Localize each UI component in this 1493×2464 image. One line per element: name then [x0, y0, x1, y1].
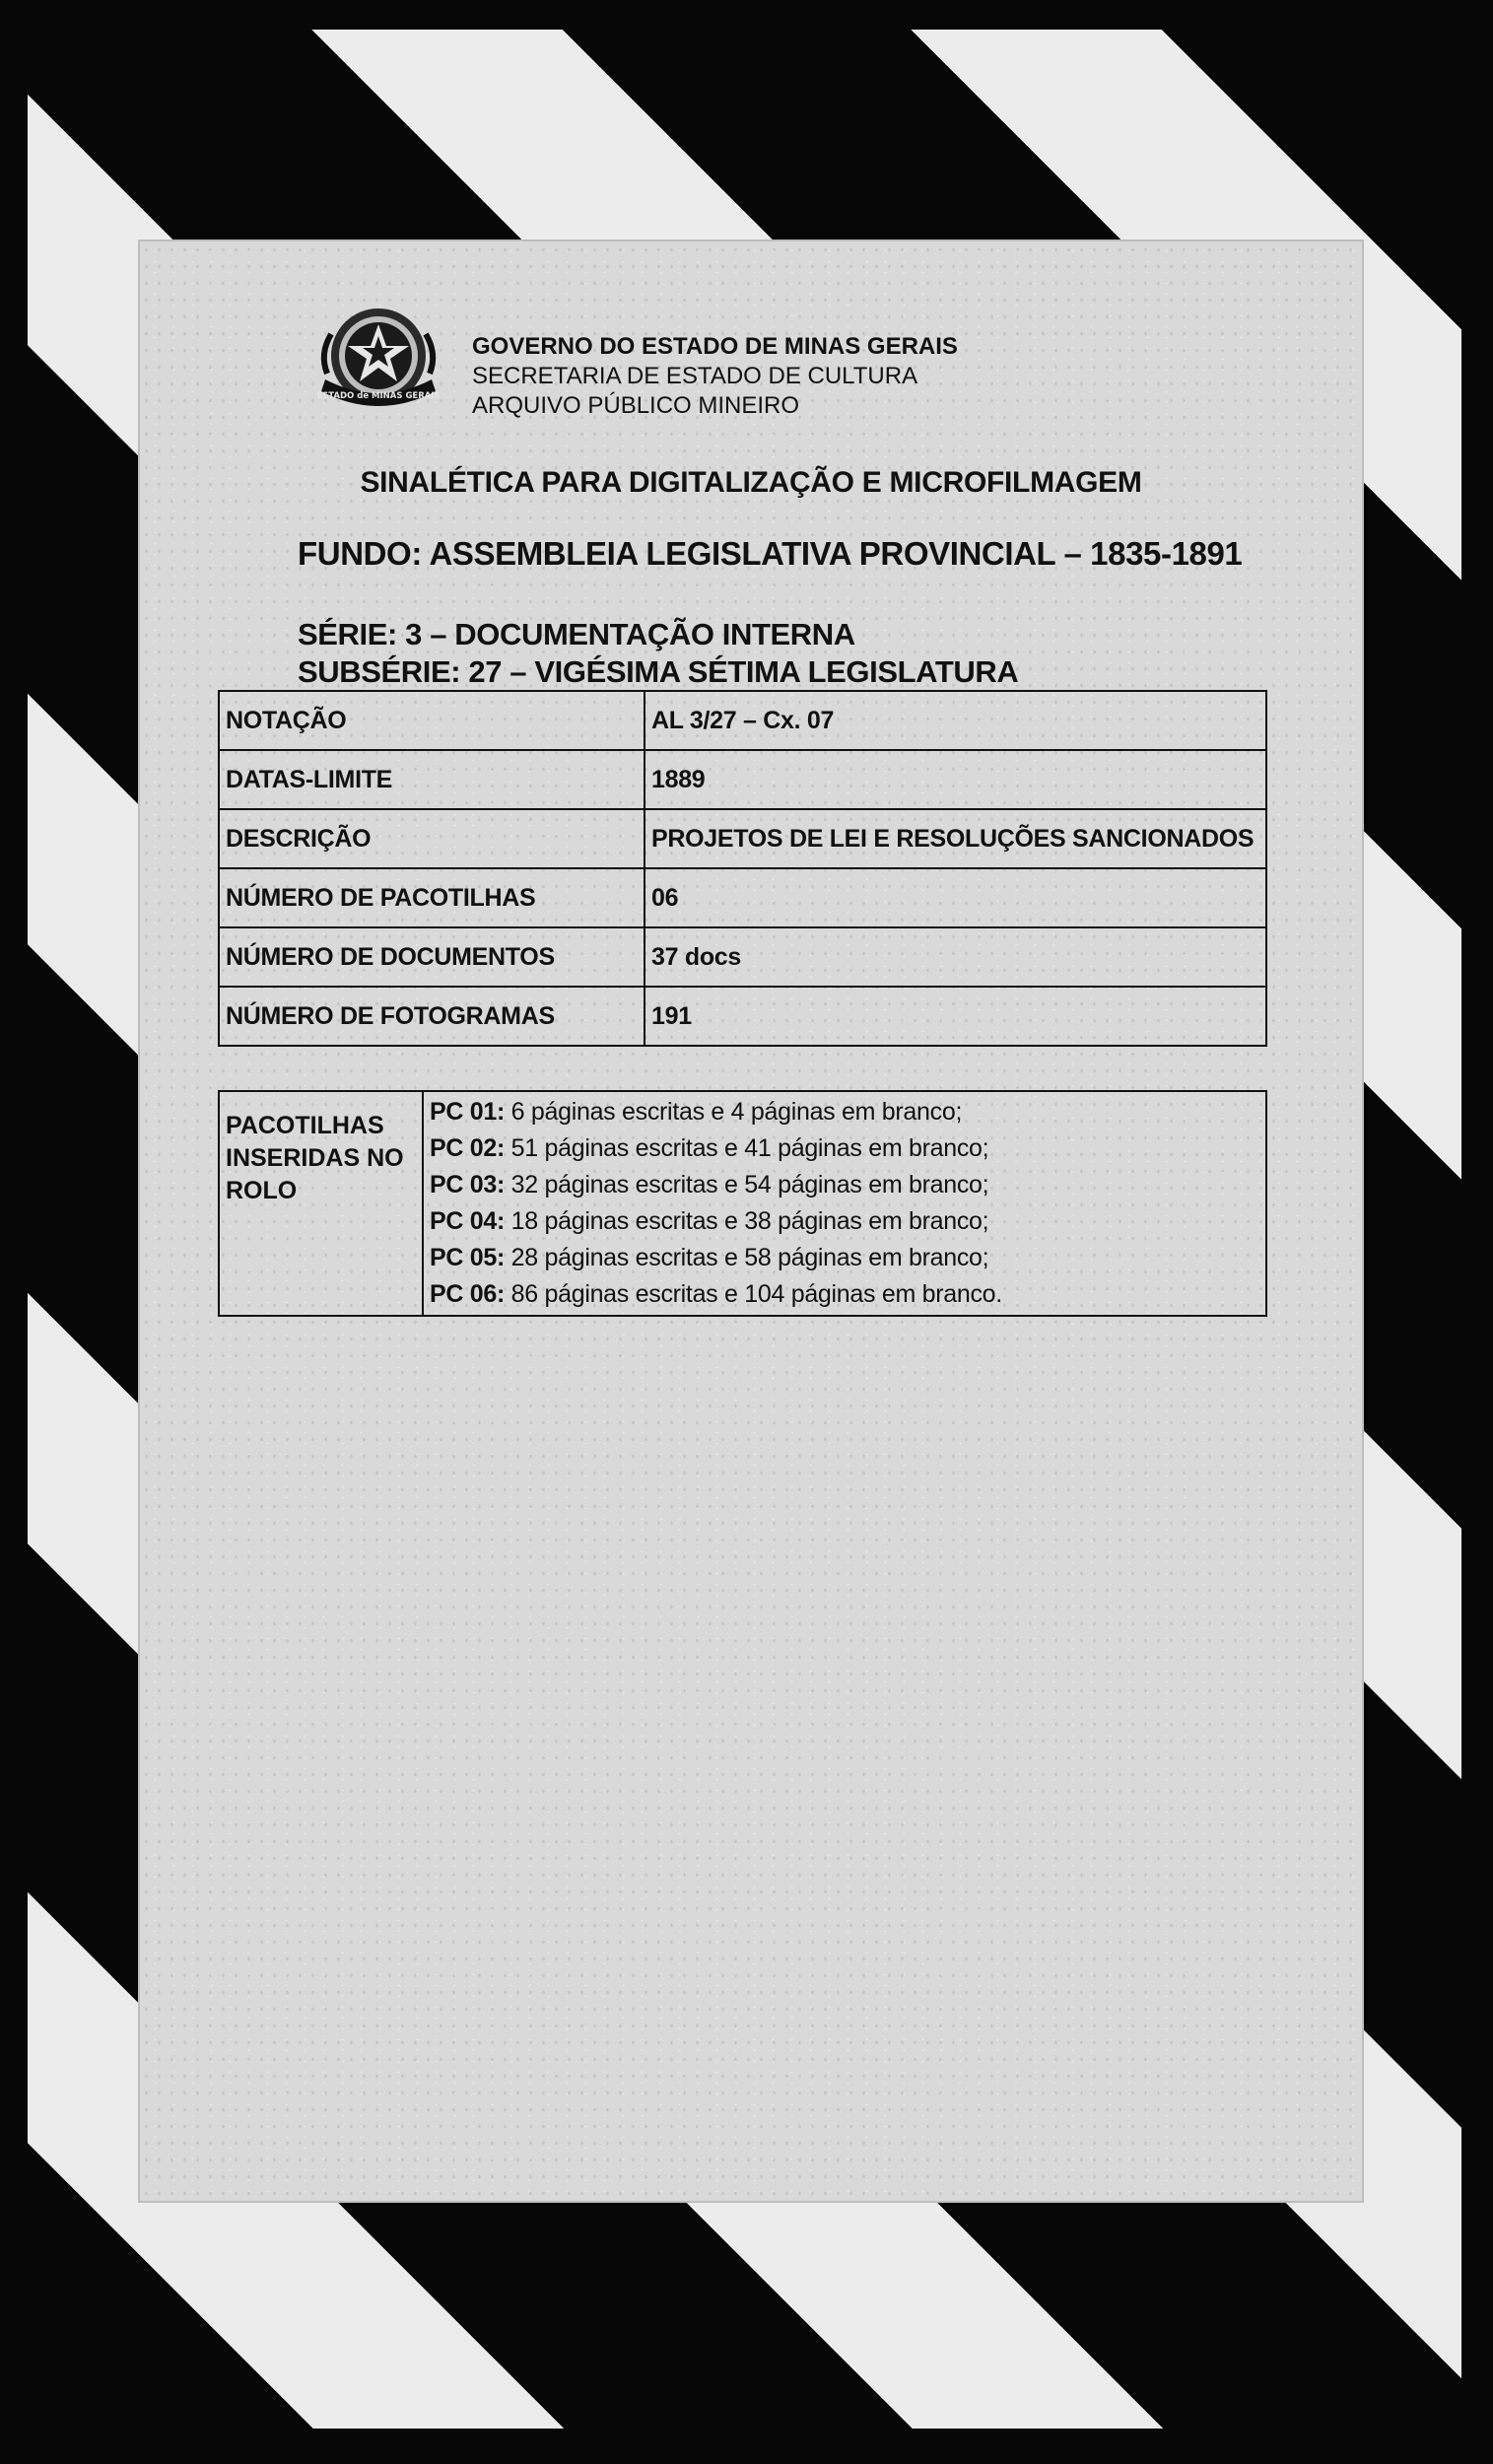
pacotilha-code: PC 05: — [430, 1244, 506, 1271]
pacotilha-pages: 32 páginas escritas e 54 páginas em branco; — [505, 1171, 989, 1198]
datas-limite-value: 1889 — [645, 750, 1266, 809]
list-item — [430, 1130, 1259, 1167]
pacotilhas-label-line: INSERIDAS NO — [226, 1144, 404, 1172]
pacotilhas-list — [423, 1091, 1266, 1316]
datas-limite-label: DATAS-LIMITE — [219, 750, 645, 809]
pacotilha-code: PC 04: — [430, 1207, 506, 1235]
list-item — [430, 1094, 1259, 1130]
table-row — [219, 987, 1266, 1046]
pacotilhas-label-line: ROLO — [226, 1177, 298, 1204]
secretariat-name: SECRETARIA DE ESTADO DE CULTURA — [472, 363, 918, 389]
pacotilha-pages: 51 páginas escritas e 41 páginas em branco; — [505, 1134, 989, 1162]
frame-edge-right — [1461, 0, 1493, 2464]
list-item — [430, 1240, 1259, 1276]
pacotilhas-label-line: PACOTILHAS — [226, 1112, 384, 1139]
fundo-line: FUNDO: ASSEMBLEIA LEGISLATIVA PROVINCIAL – 1835-1891 — [298, 535, 1243, 572]
list-item — [430, 1203, 1259, 1240]
frame-edge-left — [0, 0, 28, 2464]
pacotilha-code: PC 03: — [430, 1171, 506, 1198]
pacotilha-code: PC 02: — [430, 1134, 506, 1162]
table-row — [219, 927, 1266, 987]
pacotilha-pages: 86 páginas escritas e 104 páginas em branco. — [505, 1280, 1002, 1308]
table-row — [219, 1091, 1266, 1316]
table-row — [219, 809, 1266, 868]
subserie-line: SUBSÉRIE: 27 – VIGÉSIMA SÉTIMA LEGISLATURA — [298, 654, 1019, 689]
archive-name: ARQUIVO PÚBLICO MINEIRO — [472, 392, 800, 419]
government-name: GOVERNO DO ESTADO DE MINAS GERAIS — [472, 333, 958, 360]
numero-documentos-label: NÚMERO DE DOCUMENTOS — [219, 927, 645, 987]
numero-fotogramas-value: 191 — [645, 987, 1266, 1046]
pacotilha-pages: 18 páginas escritas e 38 páginas em branco; — [505, 1207, 989, 1235]
notacao-value: AL 3/27 – Cx. 07 — [645, 691, 1266, 750]
header — [309, 305, 1196, 433]
frame-edge-bottom — [0, 2429, 1493, 2464]
frame-edge-top — [0, 0, 1493, 30]
notacao-label: NOTAÇÃO — [219, 691, 645, 750]
table-row — [219, 691, 1266, 750]
descricao-value: PROJETOS DE LEI E RESOLUÇÕES SANCIONADOS — [645, 809, 1266, 868]
numero-pacotilhas-value: 06 — [645, 868, 1266, 927]
numero-documentos-value: 37 docs — [645, 927, 1266, 987]
pacotilha-code: PC 06: — [430, 1280, 506, 1308]
table-row — [219, 868, 1266, 927]
numero-pacotilhas-label: NÚMERO DE PACOTILHAS — [219, 868, 645, 927]
pacotilhas-label — [219, 1091, 423, 1316]
list-item — [430, 1167, 1259, 1203]
pacotilha-pages: 6 páginas escritas e 4 páginas em branco; — [505, 1098, 963, 1126]
info-table — [218, 690, 1267, 1047]
descricao-label: DESCRIÇÃO — [219, 809, 645, 868]
state-seal-icon — [309, 305, 447, 423]
table-row — [219, 750, 1266, 809]
serie-line: SÉRIE: 3 – DOCUMENTAÇÃO INTERNA — [298, 617, 855, 651]
seal-lettering: ESTADO de MINAS GERAIS — [316, 391, 441, 401]
target-card — [138, 240, 1364, 2203]
pacotilha-code: PC 01: — [430, 1098, 506, 1126]
pacotilha-pages: 28 páginas escritas e 58 páginas em branco; — [505, 1244, 989, 1271]
agency-block — [472, 332, 958, 421]
list-item — [430, 1276, 1259, 1313]
numero-fotogramas-label: NÚMERO DE FOTOGRAMAS — [219, 987, 645, 1046]
pacotilhas-table — [218, 1090, 1267, 1317]
document-title: SINALÉTICA PARA DIGITALIZAÇÃO E MICROFILMAGEM — [360, 466, 1142, 499]
